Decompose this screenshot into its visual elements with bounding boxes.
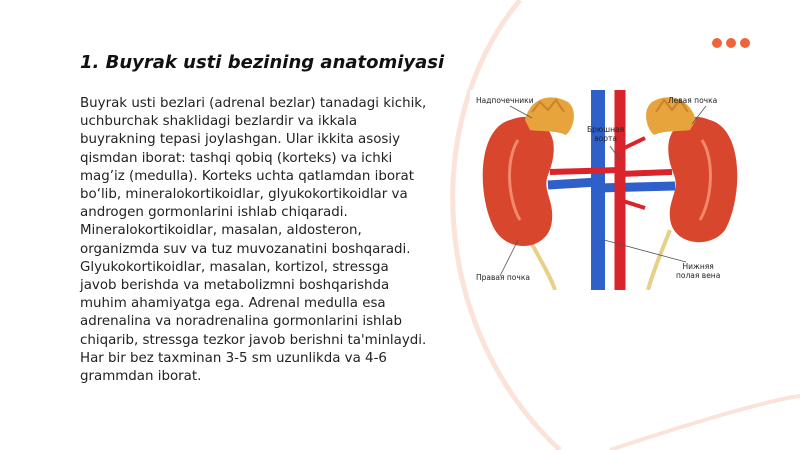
slide-title: 1. Buyrak usti bezining anatomiyasi (80, 52, 445, 73)
kidney-illustration-drawing (470, 90, 760, 290)
label-inferior-vena-cava: Нижняя полая вена (676, 262, 721, 280)
label-adrenal-glands: Надпочечники (476, 96, 534, 105)
dot (712, 38, 722, 48)
label-right-kidney: Правая почка (476, 273, 530, 282)
label-abdominal-aorta: Брюшная аорта (587, 125, 625, 143)
decorative-dots (712, 38, 750, 48)
dot (740, 38, 750, 48)
kidney-anatomy-illustration (470, 90, 760, 290)
dot (726, 38, 736, 48)
label-left-kidney: Левая почка (668, 96, 718, 105)
slide-body-text: Buyrak usti bezlari (adrenal bezlar) tanadagi kichik, uchburchak shaklidagi bezlardir va ikkala buyrakning tepasi joylashgan. Ular ikkita asosiy qismdan iborat: tashqi qobiq (korteks) va ichki mag’iz (medulla). Korteks uchta qatlamdan iborat bo‘lib, mineralokortikoidlar, glyukokortikoidlar va androgen gormonlarini ishlab chiqaradi. Mineralokortikoidlar, masalan, aldosteron, organizmda suv va tuz muvozanatini boshqaradi. Glyukokortikoidlar, masalan, kortizol, stressga javob berishda va metabolizmni boshqarishda muhim ahamiyatga ega. Adrenal medulla esa adrenalina va noradrenalina gormonlarini ishlab chiqarib, stressga tezkor javob berishni ta'minlaydi. Har bir bez taxminan 3-5 sm uzunlikda va 4-6 grammdan iborat. (80, 96, 427, 385)
